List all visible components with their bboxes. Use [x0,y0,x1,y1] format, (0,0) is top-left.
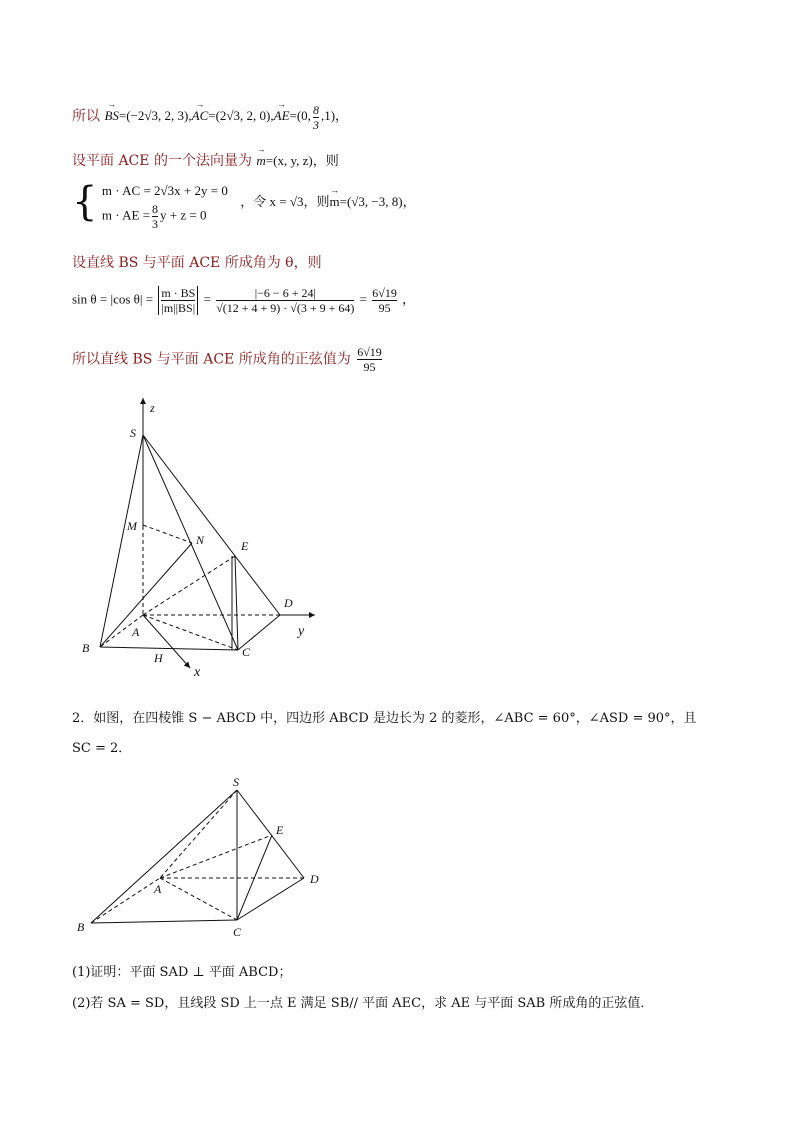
vector-ae-value-end: ,1)， [320,108,349,124]
conclusion-fraction: $\frac{6√19}{95}$ [357,345,382,374]
vector-m-2: → m [330,194,340,210]
edge-ae-2 [160,835,272,878]
problem-2-line-2: SC = 2． [72,741,132,756]
label-a: A [132,625,140,639]
vector-ae-value-start: =(0, [289,108,311,124]
vector-bs: → BS [104,108,118,124]
vector-m: → m [256,153,265,169]
edge-sc [143,435,238,650]
label-z: z [150,401,155,415]
prefix-text: 所以 [72,108,100,125]
vector-bs-value: =(−2√3, 2, 3), [118,108,192,124]
question-1: (1)证明：平面 SAD ⊥ 平面 ABCD； [72,965,292,980]
label-e-2: E [276,823,284,837]
sine-fraction-3: $\frac{6√19}{95}$ [372,286,397,315]
angle-line: 设直线 BS 与平面 ACE 所成角为 θ，则 [72,255,322,271]
vector-ae: → AE [274,108,290,124]
edge-ab-2 [91,878,160,923]
pyramid-figure-2 [0,760,794,945]
label-s-2: S [233,775,239,789]
system-row-1: m · AC = 2√3x + 2y = 0 [101,183,228,198]
x-axis [143,615,190,668]
conclusion-text: 所以直线 BS 与平面 ACE 所成角的正弦值为 [72,351,351,368]
label-s: S [130,426,136,440]
label-b: B [82,641,90,655]
edge-cd-2 [237,878,304,920]
edge-ae [143,556,235,615]
vector-m-value: =(x, y, z)，则 [265,153,339,168]
label-b-2: B [77,920,85,934]
edge-sd-2 [237,790,304,878]
normal-vector-text: 设平面 ACE 的一个法向量为 [72,153,252,169]
left-brace: { [72,179,98,225]
sine-lhs: sin θ = |cos θ| = [72,291,154,307]
edge-mn [143,525,192,543]
edge-sa-2 [160,790,237,878]
label-d-2: D [310,872,319,886]
label-h: H [154,651,163,665]
fraction-eight-thirds: $\frac{8}{3}$ [312,103,319,132]
vector-ac: → AC [192,108,209,124]
edge-ce [235,556,238,650]
sine-formula: sin θ = |cos θ| = $\frac{m \cdot BS}{|m||BS|}$ = $\frac{|-6 - 6 + 24|}{√(12 + 4 + 9) \cdot √(3 + 9 + 64)}$ = $\frac{6√19}{95}$ ， [72,286,416,315]
vector-ac-value: =(2√3, 2, 0), [208,108,274,124]
label-m: M [127,519,137,533]
edge-sd [143,435,280,615]
label-a-2: A [154,882,162,896]
vector-m-result: =(√3, −3, 8)， [339,194,416,209]
question-2: (2)若 SA = SD，且线段 SD 上一点 E 满足 SB// 平面 AEC，求 AE 与平面 SAB 所成角的正弦值． [72,996,654,1011]
system-row-2: m · AE = $\frac{8}{3}$ y + z = 0 [101,202,207,231]
edge-sb [100,435,143,647]
edge-bc-2 [91,920,237,923]
edge-bn [100,543,192,647]
edge-bc [100,647,238,650]
label-e: E [241,539,249,553]
label-c: C [242,645,251,659]
edge-ac-2 [160,878,237,920]
edge-ac [143,615,238,650]
let-x-text: ，令 x = √3，则 [240,194,330,209]
label-d: D [284,596,293,610]
label-n: N [196,533,205,547]
sine-fraction-2: $\frac{|-6 - 6 + 24|}{√(12 + 4 + 9) \cdot √(3 + 9 + 64)}$ [216,286,355,315]
sine-fraction-1: $\frac{m \cdot BS}{|m||BS|}$ [158,286,198,315]
label-y: y [298,624,305,639]
label-c-2: C [233,925,242,939]
label-x: x [194,665,201,680]
problem-2-line-1: 2．如图，在四棱锥 S − ABCD 中，四边形 ABCD 是边长为 2 的菱形，∠ABC = 60°，∠ASD = 90°，且 [72,711,697,726]
